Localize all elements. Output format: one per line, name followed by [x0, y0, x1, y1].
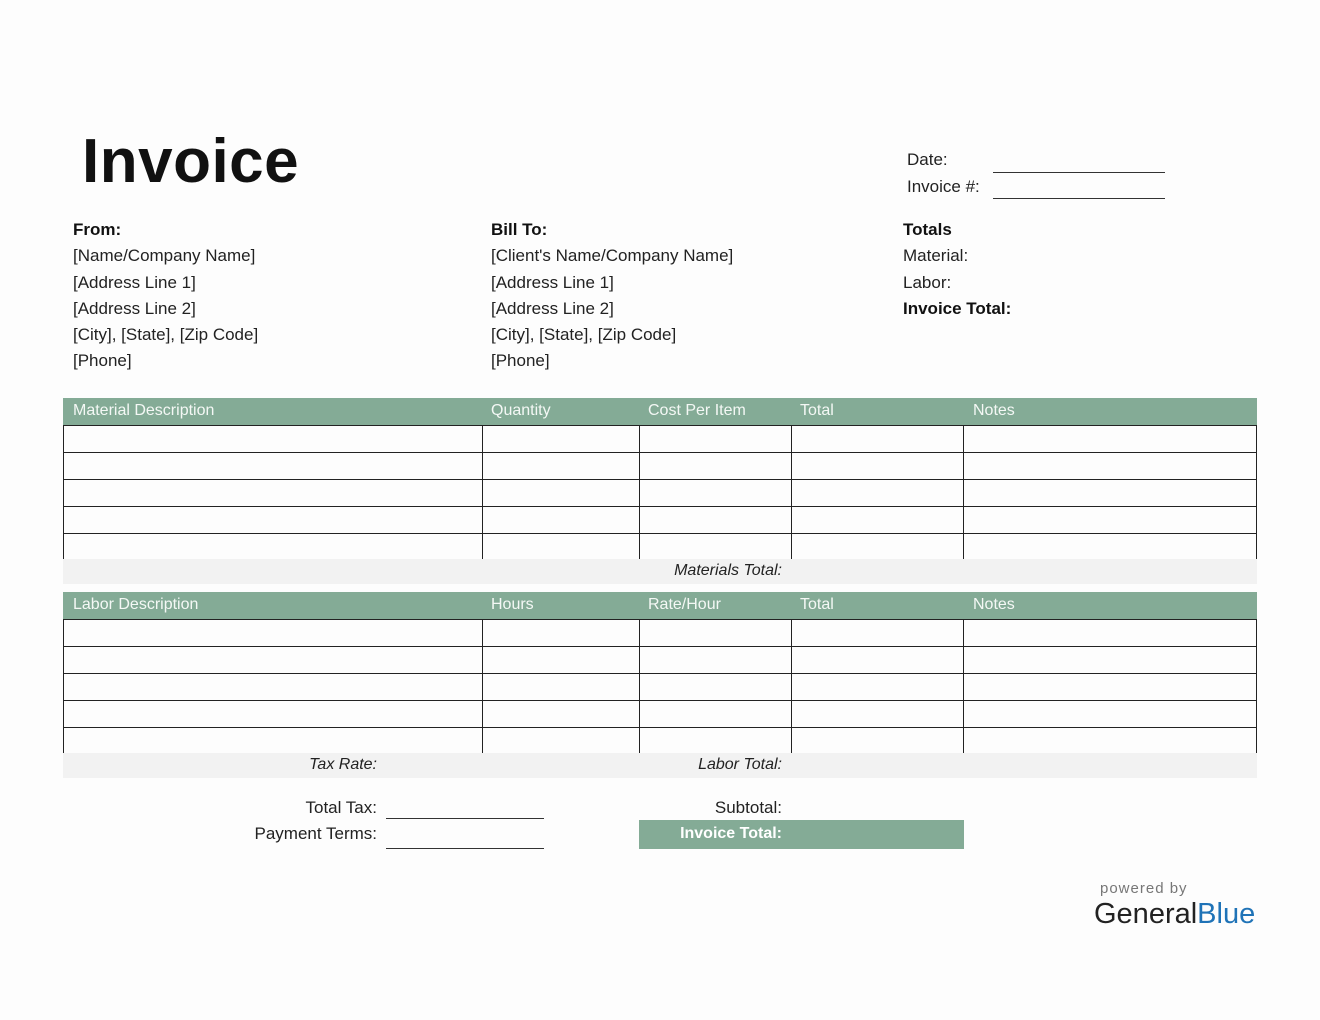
- col-labor-notes: Notes: [973, 596, 1015, 613]
- invoice-title: Invoice: [82, 127, 300, 196]
- table-row[interactable]: [64, 701, 1256, 728]
- col-material-description: Material Description: [73, 402, 215, 419]
- col-rate-hour: Rate/Hour: [648, 596, 721, 613]
- payment-terms-label: Payment Terms:: [254, 824, 377, 843]
- total-tax-field[interactable]: [386, 818, 544, 819]
- materials-table: [63, 398, 1257, 561]
- col-quantity: Quantity: [491, 402, 551, 419]
- materials-total-label: Materials Total:: [674, 562, 782, 579]
- tax-rate-label: Tax Rate:: [309, 756, 377, 773]
- labor-total-label: Labor Total:: [698, 756, 782, 773]
- bill-to-address-1[interactable]: [Address Line 1]: [491, 272, 614, 292]
- invoice-total-label: Invoice Total:: [680, 825, 782, 842]
- table-row[interactable]: [64, 426, 1256, 453]
- labor-table: [63, 592, 1257, 755]
- col-cost-per-item: Cost Per Item: [648, 402, 746, 419]
- col-hours: Hours: [491, 596, 534, 613]
- labor-table-header: [63, 592, 1257, 619]
- powered-by-text: powered by: [1100, 880, 1188, 897]
- date-label: Date:: [907, 150, 948, 169]
- materials-table-header: [63, 398, 1257, 425]
- invoice-total-bar: [639, 820, 964, 849]
- from-phone[interactable]: [Phone]: [73, 351, 132, 371]
- payment-terms-field[interactable]: [386, 848, 544, 849]
- table-row[interactable]: [64, 534, 1256, 561]
- bill-to-phone[interactable]: [Phone]: [491, 351, 550, 371]
- table-row[interactable]: [64, 674, 1256, 701]
- totals-block: [903, 217, 1011, 322]
- table-row[interactable]: [64, 620, 1256, 647]
- labor-table-body: [63, 619, 1257, 755]
- materials-total-bar: [63, 559, 1257, 584]
- total-tax-label: Total Tax:: [305, 798, 377, 817]
- subtotal-label: Subtotal:: [714, 798, 782, 817]
- table-row[interactable]: [64, 647, 1256, 674]
- table-row[interactable]: [64, 507, 1256, 534]
- from-address-1[interactable]: [Address Line 1]: [73, 272, 196, 292]
- from-city-state-zip[interactable]: [City], [State], [Zip Code]: [73, 325, 259, 345]
- bill-to-block: [491, 217, 733, 375]
- col-labor-description: Labor Description: [73, 596, 199, 613]
- date-field[interactable]: [993, 172, 1165, 173]
- col-total: Total: [800, 402, 834, 419]
- bill-to-header: Bill To:: [491, 220, 548, 239]
- invoice-number-label: Invoice #:: [907, 177, 980, 196]
- totals-invoice-total-label: Invoice Total:: [903, 298, 1012, 318]
- labor-total-bar: [63, 753, 1257, 778]
- bill-to-address-2[interactable]: [Address Line 2]: [491, 298, 614, 318]
- totals-header: Totals: [903, 220, 952, 239]
- bill-to-name[interactable]: [Client's Name/Company Name]: [491, 246, 734, 266]
- table-row[interactable]: [64, 480, 1256, 507]
- from-header: From:: [73, 220, 122, 239]
- brand-name-part1: General: [1094, 898, 1198, 930]
- from-address-2[interactable]: [Address Line 2]: [73, 298, 196, 318]
- table-row[interactable]: [64, 728, 1256, 755]
- invoice-number-field[interactable]: [993, 198, 1165, 199]
- from-block: [73, 217, 258, 375]
- brand-name-part2: Blue: [1197, 898, 1256, 930]
- bill-to-city-state-zip[interactable]: [City], [State], [Zip Code]: [491, 325, 677, 345]
- col-labor-total: Total: [800, 596, 834, 613]
- col-notes: Notes: [973, 402, 1015, 419]
- table-row[interactable]: [64, 453, 1256, 480]
- generalblue-logo[interactable]: [1094, 898, 1255, 931]
- totals-material-label: Material:: [903, 246, 969, 266]
- from-name[interactable]: [Name/Company Name]: [73, 246, 256, 266]
- totals-labor-label: Labor:: [903, 272, 952, 292]
- materials-table-body: [63, 425, 1257, 561]
